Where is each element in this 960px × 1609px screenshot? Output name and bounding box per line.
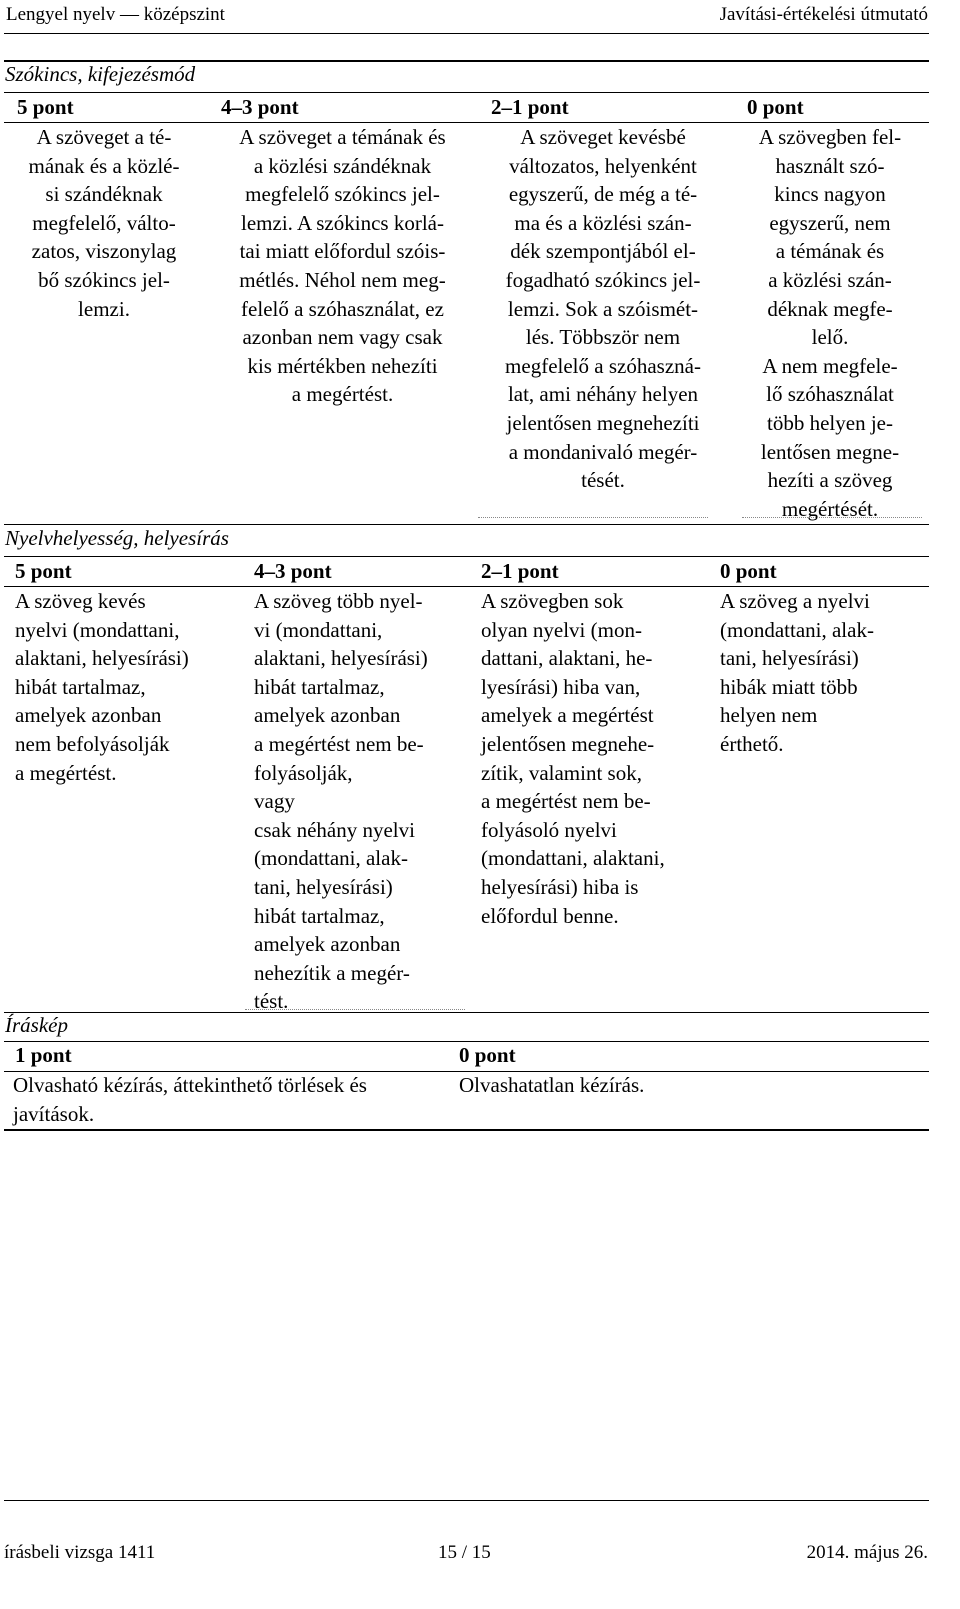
szokincs-level-0: 0 pont [747,95,804,119]
szokincs-level-5: 5 pont [17,95,74,119]
section-title-szokincs: Szókincs, kifejezésmód [5,62,196,86]
header-subject: Lengyel nyelv — középszint [6,4,225,25]
iraskep-level-0: 0 pont [459,1043,516,1067]
section-rule-iraskep [4,1012,929,1013]
nyelvhelyesseg-cell-4-3: A szöveg több nyel- vi (mondattani, alaktani, helyesírási) hibát tartalmaz, amelyek azonban a megértést nem be- folyásolják, vagy csak néhány nyelvi (mondattani, alak- tani, helyesírási) hibát tartalmaz, amelyek azonban nehezítik a megér- tést. [254,589,428,1014]
szokincs-cell-divider [478,517,708,518]
footer-exam-code: írásbeli vizsga 1411 [4,1542,156,1563]
szokincs-cell-0: A szövegben fel- használt szó- kincs nagyon egyszerű, nem a témának és a közlési szán- déknak megfe- lelő. A nem megfele- lő szóhasználat több helyen je- lentősen megne- hezíti a szöveg megértését. [758,125,902,521]
nyelvhelyesseg-level-4-3: 4–3 pont [254,559,332,583]
rule-nyelvhelyesseg-title [4,556,929,557]
nyelvhelyesseg-cell-0: A szöveg a nyelvi (mondattani, alak- tani, helyesírási) hibák miatt több helyen nem érthető. [720,589,874,756]
section-title-iraskep: Íráskép [5,1013,68,1037]
footer-rule [4,1500,929,1501]
szokincs-level-2-1: 2–1 pont [491,95,569,119]
rule-szokincs-title [4,92,929,93]
szokincs-cell-divider [742,517,922,518]
section-title-nyelvhelyesseg: Nyelvhelyesség, helyesírás [5,526,229,550]
szokincs-cell-4-3: A szöveget a témának és a közlési szándéknak megfelelő szókincs jel- lemzi. A szókincs korlá- tai miatt előfordul szóis- métlés. Néhol nem meg- felelő a szóhasználat, ez azonban nem vagy csak kis mértékben nehezíti a megértést. [239,125,446,407]
footer-date: 2014. május 26. [806,1542,928,1563]
iraskep-level-1: 1 pont [15,1043,72,1067]
table-bottom-rule [4,1129,929,1131]
iraskep-cell-1: Olvasható kézírás, áttekinthető törlések és javítások. [13,1073,367,1126]
szokincs-cell-2-1: A szöveget kevésbé változatos, helyenként egyszerű, de még a té- ma és a közlési szán- dék szempontjából el- fogadható szókincs jel- lemzi. Sok a szóismét- lés. Többször nem megfelelő a szóhaszná- lat, ami néhány helyen jelentősen megnehezíti a mondanivaló megér- tését. [505,125,701,493]
nyelvhelyesseg-cell-2-1: A szövegben sok olyan nyelvi (mon- dattani, alaktani, he- lyesírási) hiba van, amelyek a megértést jelentősen megnehe- zítik, valamint sok, a megértést nem be- folyásoló nyelvi (mondattani, alaktani, helyesírási) hiba is előfordul benne. [481,589,665,928]
nyelvhelyesseg-cell-divider [245,1009,465,1010]
footer-page-number: 15 / 15 [438,1542,491,1563]
iraskep-cell-0: Olvashatatlan kézírás. [459,1073,645,1097]
header-rule [4,33,929,34]
nyelvhelyesseg-level-2-1: 2–1 pont [481,559,559,583]
section-rule-nyelvhelyesseg [4,524,929,525]
szokincs-level-4-3: 4–3 pont [221,95,299,119]
rule-iraskep-title [4,1041,929,1042]
szokincs-cell-5: A szöveget a té- mának és a közlé- si szándéknak megfelelő, válto- zatos, viszonylag bő szókincs jel- lemzi. [28,125,180,321]
nyelvhelyesseg-level-0: 0 pont [720,559,777,583]
header-guide-title: Javítási-értékelési útmutató [719,4,928,25]
nyelvhelyesseg-level-5: 5 pont [15,559,72,583]
nyelvhelyesseg-cell-5: A szöveg kevés nyelvi (mondattani, alaktani, helyesírási) hibát tartalmaz, amelyek azonban nem befolyásolják a megértést. [15,589,189,785]
